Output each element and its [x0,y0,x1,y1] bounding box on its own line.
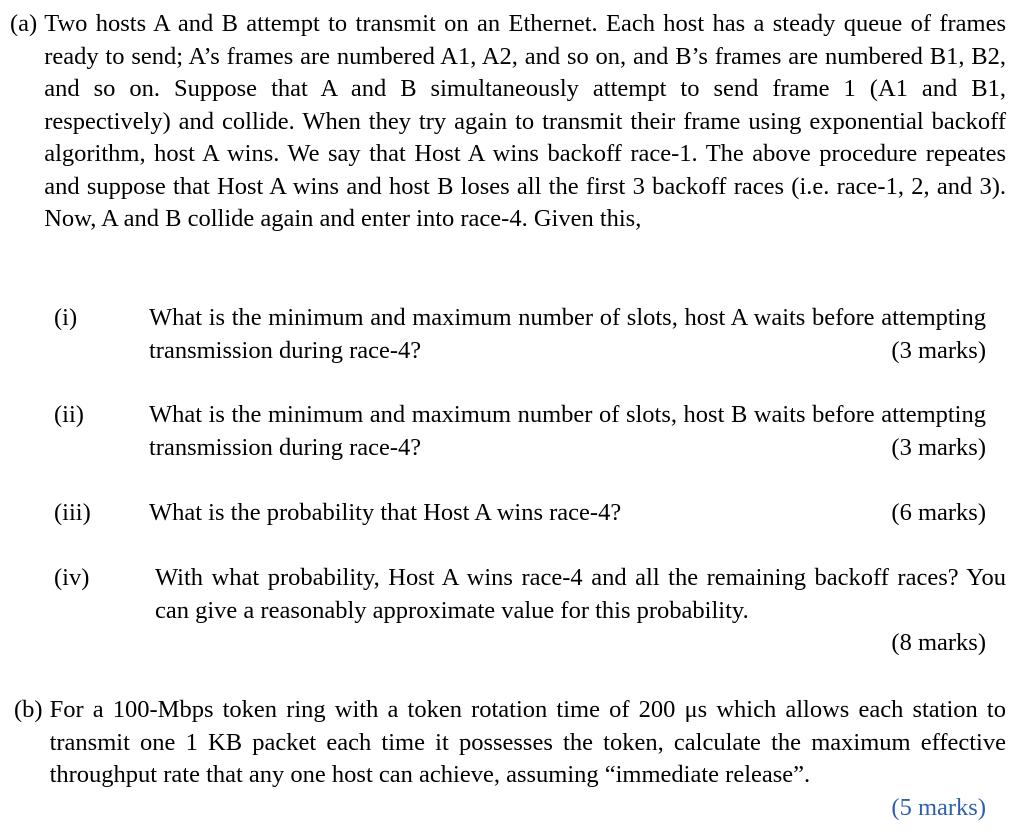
subquestion-i [54,302,986,368]
question-part-b [14,694,1006,792]
subquestion-label: (iv) [54,564,90,591]
part-b-text: For a 100-Mbps token ring with a token rotation time of 200 μs which allows each station to transmit one 1 KB packet each time it possesses the token, calculate the maximum effective throughput rate that any one host can achieve, assuming “immediate release”. [49,696,1006,788]
subquestion-iii [54,497,986,530]
marks-label: (3 marks) [891,336,986,364]
marks-label: (8 marks) [891,629,986,656]
part-b-label: (b) [14,696,43,723]
part-a-label: (a) [10,10,38,37]
subquestion-label: (i) [54,304,78,331]
part-a-intro-text: Two hosts A and B attempt to transmit on an Ethernet. Each host has a steady queue of frames ready to send; A’s frames are numbered A1, A2, and so on, and B’s frames are numbered B1, B2, and so on. Suppose that A and B simultaneously attempt to send frame 1 (A1 and B1, respectively) and collide. When they try again to transmit their frame using exponential backoff algorithm, host A wins. We say that Host A wins backoff race-1. The above procedure repeates and suppose that Host A wins and host B loses all the first 3 backoff races (i.e. race-1, 2, and 3). Now, A and B collide again and enter into race-4. Given this, [44,10,1006,232]
subquestion-iv [54,562,1006,662]
marks-label: (3 marks) [891,433,986,461]
subquestion-text: What is the probability that Host A wins race-4? [149,499,622,526]
subquestion-text: With what probability, Host A wins race-4 and all the remaining backoff races? You can give a reasonably approximate value for this probability. [155,564,1006,624]
subquestion-label: (ii) [54,401,84,428]
subquestion-label: (iii) [54,499,91,526]
question-part-a [10,8,1006,236]
part-b-marks-text: (5 marks) [891,794,986,821]
marks-label: (6 marks) [891,499,986,526]
subquestion-ii [54,399,986,465]
subquestion-text: What is the minimum and maximum number of slots, host B waits before attempting transmission during race-4? [149,401,986,461]
part-b-marks [891,792,986,825]
part-a-intro [10,8,1006,236]
subquestion-text: What is the minimum and maximum number of slots, host A waits before attempting transmission during race-4? [149,304,986,364]
